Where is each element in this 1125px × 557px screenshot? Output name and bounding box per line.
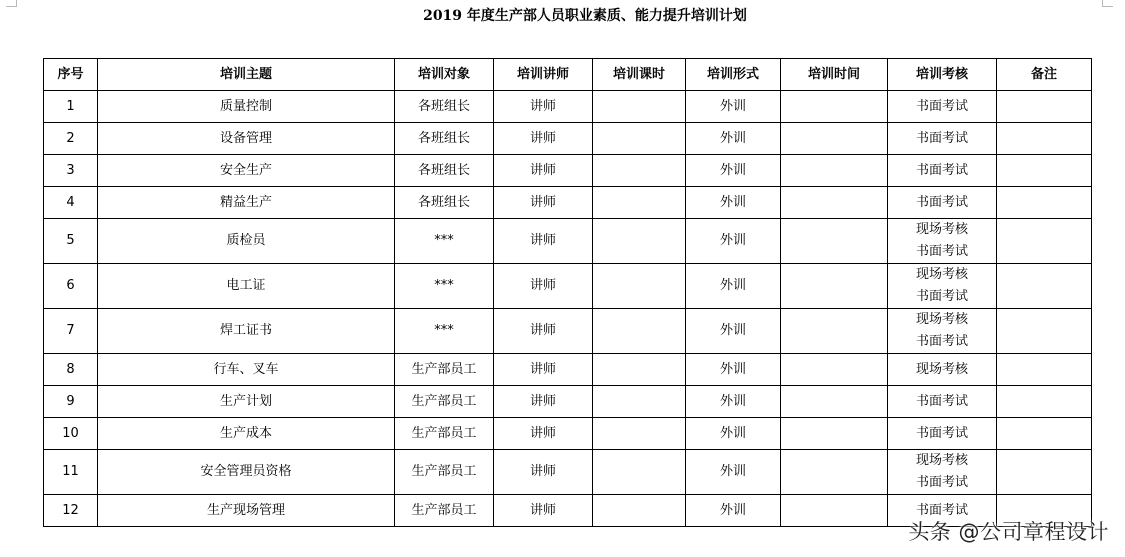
cell-hours (593, 418, 686, 450)
cell-topic: 设备管理 (98, 123, 395, 155)
cell-topic: 质量控制 (98, 91, 395, 123)
cell-topic: 安全生产 (98, 155, 395, 187)
cell-time (781, 264, 888, 309)
cell-no: 4 (44, 187, 98, 219)
assessment-line: 现场考核 (915, 361, 968, 377)
table-row (44, 354, 1092, 386)
cell-time (781, 495, 888, 527)
table-row (44, 91, 1092, 123)
cell-hours (593, 264, 686, 309)
cell-target: *** (395, 219, 494, 264)
cell-remark (997, 450, 1092, 495)
cell-no: 6 (44, 264, 98, 309)
cell-remark (997, 155, 1092, 187)
cell-remark (997, 354, 1092, 386)
training-plan-table (43, 58, 1092, 527)
cell-lecturer: 讲师 (494, 495, 593, 527)
cell-topic: 电工证 (98, 264, 395, 309)
cell-remark (997, 219, 1092, 264)
cell-topic: 质检员 (98, 219, 395, 264)
cell-form: 外训 (686, 309, 781, 354)
cell-remark (997, 418, 1092, 450)
table-body (44, 91, 1092, 527)
cell-no: 10 (44, 418, 98, 450)
document-title: 2019 年度生产部人员职业素质、能力提升培训计划 (423, 8, 747, 24)
cell-form: 外训 (686, 495, 781, 527)
assessment-line: 书面考试 (915, 194, 968, 210)
cell-assessment (888, 91, 997, 123)
cell-time (781, 219, 888, 264)
cell-assessment (888, 450, 997, 495)
table-row (44, 450, 1092, 495)
table-header-row (44, 59, 1092, 91)
cell-lecturer: 讲师 (494, 354, 593, 386)
watermark: 头条 @公司章程设计 (908, 520, 1109, 544)
cell-time (781, 354, 888, 386)
table-row (44, 309, 1092, 354)
cell-assessment (888, 309, 997, 354)
cell-form: 外训 (686, 219, 781, 264)
cell-lecturer: 讲师 (494, 386, 593, 418)
cell-hours (593, 123, 686, 155)
cell-remark (997, 91, 1092, 123)
assessment-line: 现场考核 (915, 222, 968, 237)
cell-hours (593, 354, 686, 386)
assessment-line: 现场考核 (915, 453, 968, 468)
cell-lecturer: 讲师 (494, 450, 593, 495)
table-row (44, 123, 1092, 155)
header-assessment: 培训考核 (888, 59, 997, 91)
cell-form: 外训 (686, 155, 781, 187)
cell-form: 外训 (686, 418, 781, 450)
header-form: 培训形式 (686, 59, 781, 91)
cell-remark (997, 264, 1092, 309)
cell-remark (997, 309, 1092, 354)
cell-lecturer: 讲师 (494, 264, 593, 309)
cell-lecturer: 讲师 (494, 155, 593, 187)
cell-form: 外训 (686, 187, 781, 219)
cell-topic: 生产现场管理 (98, 495, 395, 527)
cell-target: 生产部员工 (395, 386, 494, 418)
cell-time (781, 91, 888, 123)
cell-target: 生产部员工 (395, 354, 494, 386)
cell-time (781, 123, 888, 155)
assessment-line: 现场考核 (915, 312, 968, 327)
cell-target: *** (395, 264, 494, 309)
assessment-line: 现场考核 (915, 267, 968, 282)
assessment-line: 书面考试 (915, 393, 968, 409)
cell-topic: 生产成本 (98, 418, 395, 450)
cell-no: 11 (44, 450, 98, 495)
assessment-line: 书面考试 (915, 289, 968, 304)
cell-hours (593, 309, 686, 354)
assessment-line: 书面考试 (915, 130, 968, 146)
header-target: 培训对象 (395, 59, 494, 91)
header-topic: 培训主题 (98, 59, 395, 91)
cell-hours (593, 187, 686, 219)
cell-time (781, 386, 888, 418)
cell-form: 外训 (686, 354, 781, 386)
cell-no: 1 (44, 91, 98, 123)
cell-form: 外训 (686, 386, 781, 418)
header-lecturer: 培训讲师 (494, 59, 593, 91)
assessment-line: 书面考试 (915, 475, 968, 490)
cell-target: 各班组长 (395, 187, 494, 219)
cell-lecturer: 讲师 (494, 418, 593, 450)
cell-hours (593, 386, 686, 418)
cell-target: 生产部员工 (395, 450, 494, 495)
cell-no: 5 (44, 219, 98, 264)
cell-no: 3 (44, 155, 98, 187)
cell-target: *** (395, 309, 494, 354)
cell-time (781, 418, 888, 450)
cell-assessment (888, 264, 997, 309)
cell-form: 外训 (686, 123, 781, 155)
table-row (44, 418, 1092, 450)
cell-target: 生产部员工 (395, 495, 494, 527)
assessment-line: 书面考试 (915, 244, 968, 259)
table-row (44, 155, 1092, 187)
cell-assessment (888, 155, 997, 187)
cell-no: 7 (44, 309, 98, 354)
cell-topic: 生产计划 (98, 386, 395, 418)
cell-lecturer: 讲师 (494, 219, 593, 264)
cell-topic: 安全管理员资格 (98, 450, 395, 495)
cell-hours (593, 219, 686, 264)
cell-topic: 行车、叉车 (98, 354, 395, 386)
cell-remark (997, 123, 1092, 155)
cell-lecturer: 讲师 (494, 123, 593, 155)
cell-target: 各班组长 (395, 155, 494, 187)
cell-assessment (888, 187, 997, 219)
cell-form: 外训 (686, 450, 781, 495)
cell-hours (593, 91, 686, 123)
table-row (44, 187, 1092, 219)
cell-topic: 焊工证书 (98, 309, 395, 354)
cell-no: 12 (44, 495, 98, 527)
cell-hours (593, 495, 686, 527)
cell-assessment (888, 219, 997, 264)
header-no: 序号 (44, 59, 98, 91)
cell-time (781, 187, 888, 219)
table-row (44, 386, 1092, 418)
cell-lecturer: 讲师 (494, 309, 593, 354)
cell-time (781, 309, 888, 354)
cell-time (781, 155, 888, 187)
table-row (44, 219, 1092, 264)
cell-assessment (888, 386, 997, 418)
cell-assessment (888, 354, 997, 386)
cell-assessment (888, 418, 997, 450)
cell-time (781, 450, 888, 495)
cell-target: 各班组长 (395, 123, 494, 155)
cell-remark (997, 386, 1092, 418)
assessment-line: 书面考试 (915, 502, 968, 518)
cell-target: 生产部员工 (395, 418, 494, 450)
assessment-line: 书面考试 (915, 98, 968, 114)
assessment-line: 书面考试 (915, 334, 968, 349)
cell-lecturer: 讲师 (494, 187, 593, 219)
cell-target: 各班组长 (395, 91, 494, 123)
cell-hours (593, 450, 686, 495)
cell-topic: 精益生产 (98, 187, 395, 219)
cell-form: 外训 (686, 91, 781, 123)
cell-form: 外训 (686, 264, 781, 309)
cell-remark (997, 187, 1092, 219)
cell-assessment (888, 123, 997, 155)
cell-lecturer: 讲师 (494, 91, 593, 123)
cell-no: 2 (44, 123, 98, 155)
assessment-line: 书面考试 (915, 162, 968, 178)
header-time: 培训时间 (781, 59, 888, 91)
header-remark: 备注 (997, 59, 1092, 91)
assessment-line: 书面考试 (915, 425, 968, 441)
table-row (44, 264, 1092, 309)
cell-no: 8 (44, 354, 98, 386)
cell-no: 9 (44, 386, 98, 418)
header-hours: 培训课时 (593, 59, 686, 91)
cell-hours (593, 155, 686, 187)
